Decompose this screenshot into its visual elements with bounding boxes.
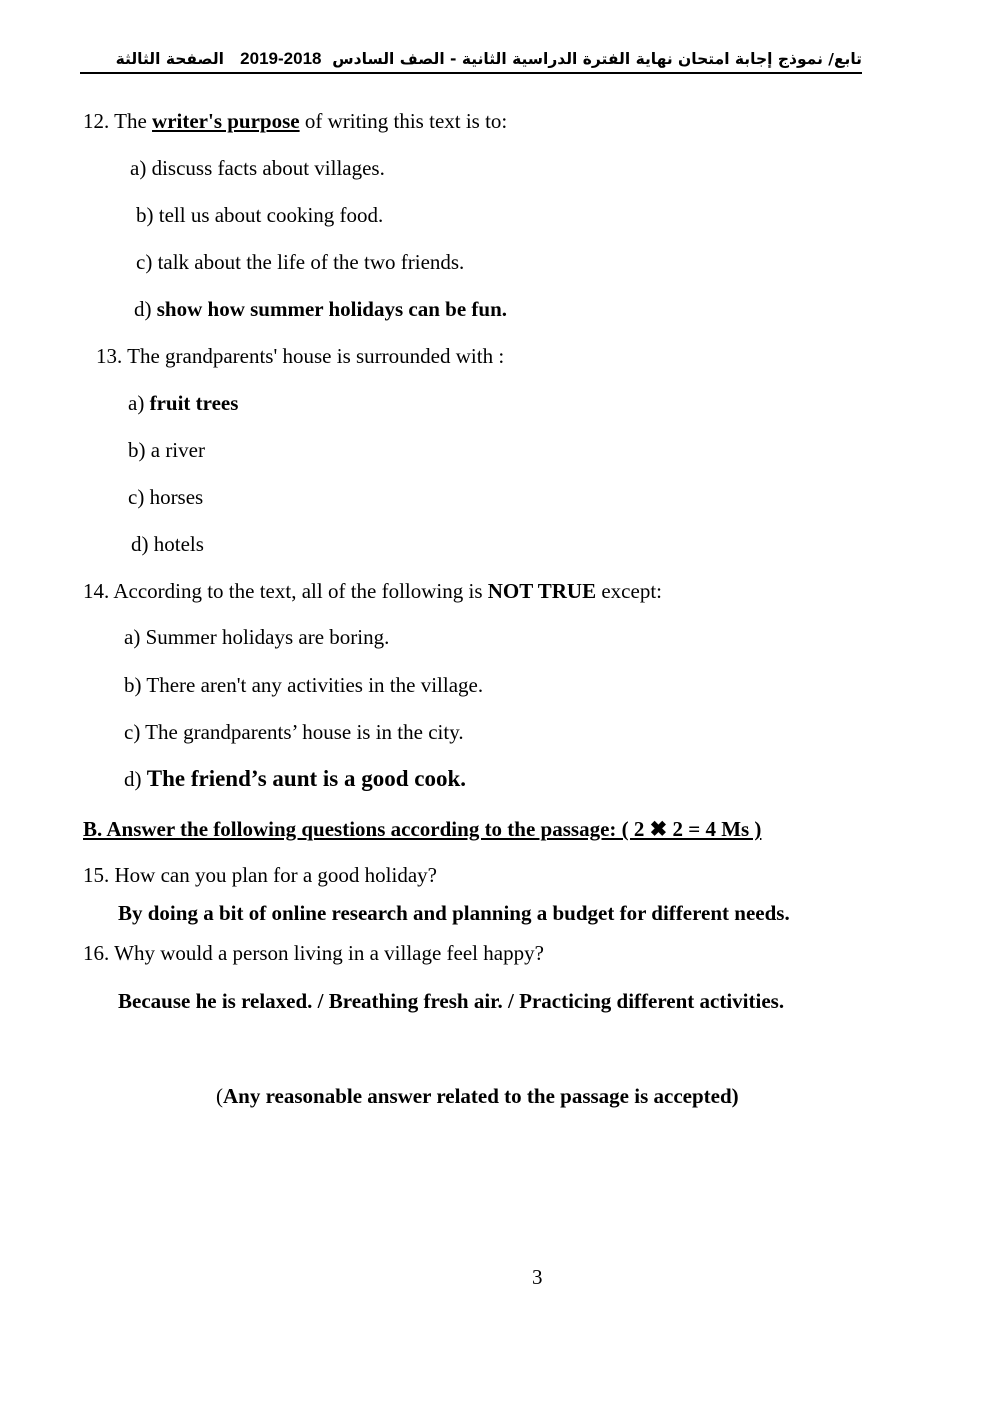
question-13-option-d: d) hotels (131, 532, 204, 556)
question-12-option-c: c) talk about the life of the two friends. (136, 250, 465, 274)
question-14-option-b: b) There aren't any activities in the village. (124, 673, 484, 697)
question-14-correct-answer: The friend’s aunt is a good cook. (146, 766, 467, 791)
question-14-emphasis: NOT TRUE (487, 579, 597, 603)
header-page-label: الصفحة الثالثة (115, 50, 224, 68)
header-title: تابع/ نموذج إجابة امتحان نهاية الفترة الدراسية الثانية - الصف السادس (332, 50, 862, 68)
question-14-option-c: c) The grandparents’ house is in the city. (124, 720, 464, 744)
question-12-option-d: d) show how summer holidays can be fun. (134, 297, 508, 321)
question-15-stem: 15. How can you plan for a good holiday? (83, 863, 437, 887)
question-13-stem: 13. The grandparents' house is surrounded with : (96, 344, 505, 368)
question-14-stem: 14. According to the text, all of the following is NOT TRUE except: (83, 579, 662, 603)
question-13-correct-answer: fruit trees (149, 391, 239, 415)
page-number: 3 (532, 1265, 543, 1289)
question-16-answer: Because he is relaxed. / Breathing fresh air. / Practicing different activities. (118, 989, 785, 1013)
question-12-stem: 12. The writer's purpose of writing this text is to: (83, 109, 508, 133)
question-13-option-c: c) horses (128, 485, 204, 509)
question-14-option-a: a) Summer holidays are boring. (124, 625, 390, 649)
grading-note-text: Any reasonable answer related to the passage is accepted (223, 1084, 732, 1108)
header-year: 2018-2019 (240, 49, 322, 68)
question-13-option-b: b) a river (128, 438, 205, 462)
question-12-option-b: b) tell us about cooking food. (136, 203, 384, 227)
question-13-option-a: a) fruit trees (128, 391, 239, 415)
page-header (80, 48, 862, 74)
question-12-emphasis: writer's purpose (152, 109, 300, 133)
question-12-option-a: a) discuss facts about villages. (130, 156, 385, 180)
question-16-stem: 16. Why would a person living in a village feel happy? (83, 941, 544, 965)
question-15-answer: By doing a bit of online research and planning a budget for different needs. (118, 901, 790, 925)
grading-note: (Any reasonable answer related to the passage is accepted) (216, 1084, 739, 1108)
question-14-option-d: d) The friend’s aunt is a good cook. (124, 766, 467, 791)
question-12-correct-answer: show how summer holidays can be fun. (156, 297, 508, 321)
section-b-heading: B. Answer the following questions according to the passage: ( 2 ✖ 2 = 4 Ms ) (83, 817, 762, 841)
